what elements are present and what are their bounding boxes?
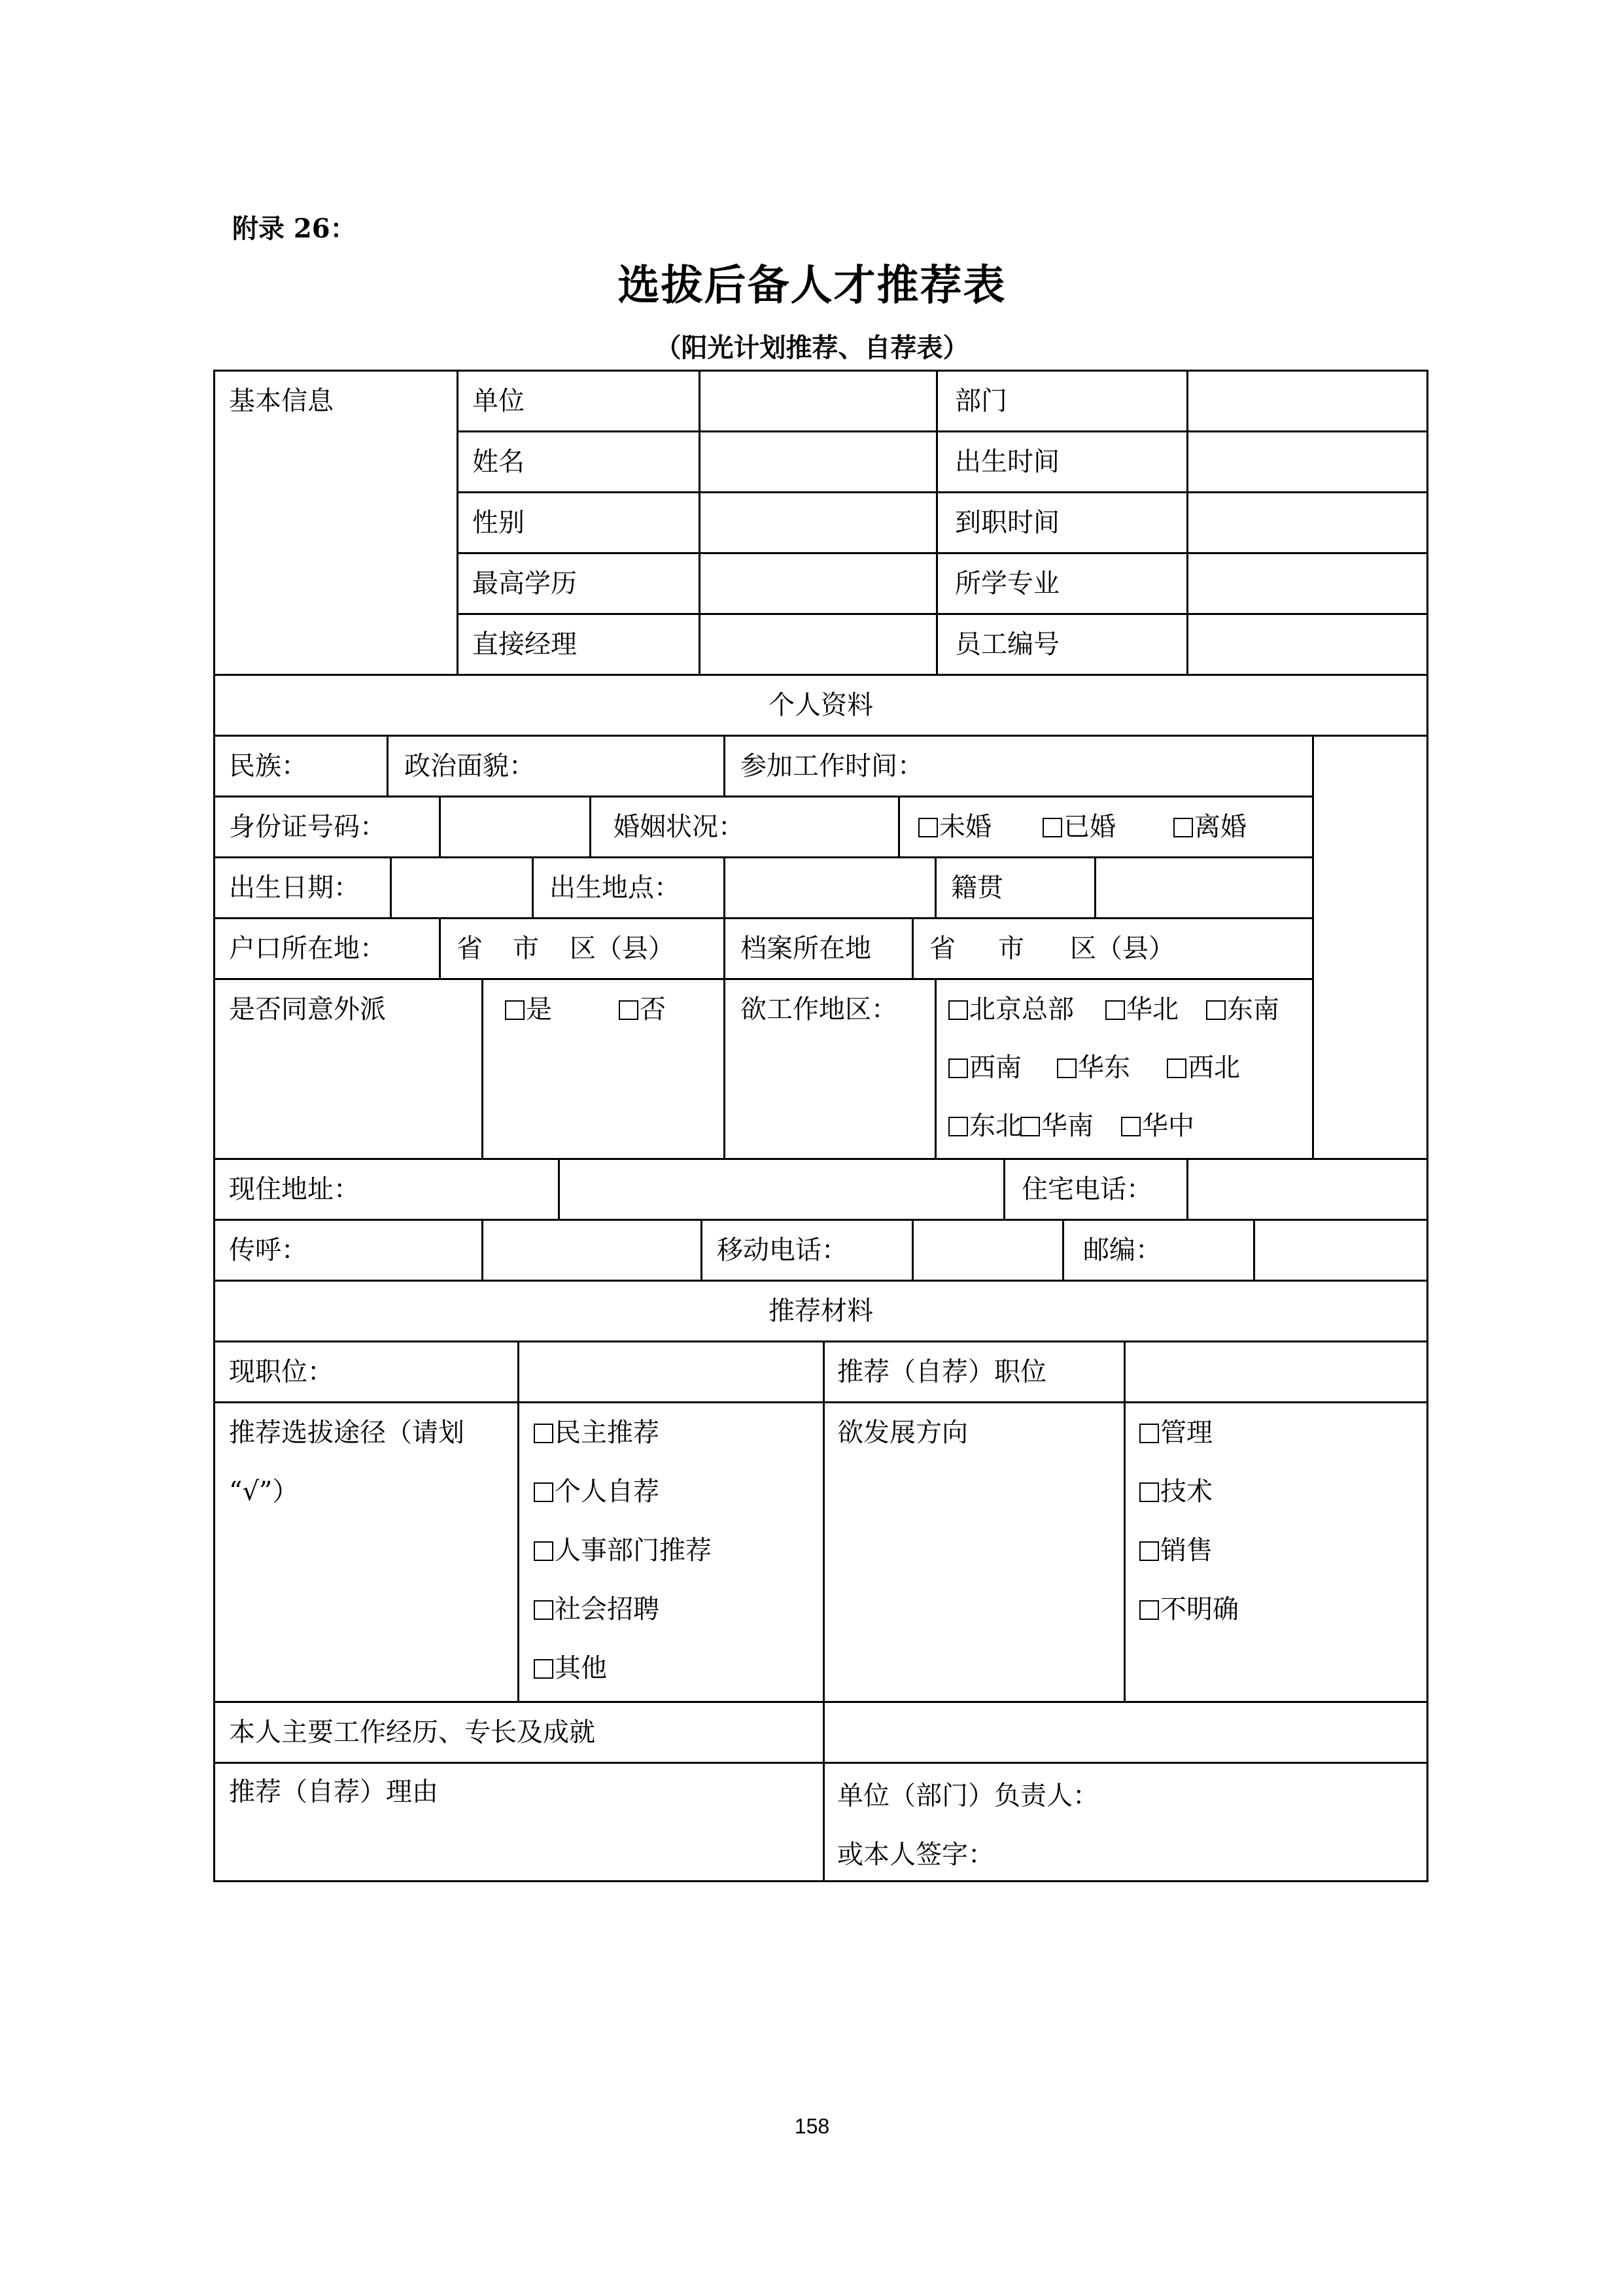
checkbox-icon[interactable] (534, 1659, 553, 1679)
experience-label: 本人主要工作经历、专长及成就 (229, 1717, 595, 1747)
reason-label: 推荐（自荐）理由 (229, 1777, 438, 1807)
option-label: 是 (526, 994, 552, 1025)
col-divider (935, 978, 937, 1158)
major-label: 所学专业 (955, 569, 1060, 599)
col-divider (439, 796, 441, 856)
education-label: 最高学历 (472, 569, 577, 599)
checkbox-icon[interactable] (1173, 818, 1193, 837)
region-option-dongbei[interactable] (948, 1110, 1022, 1142)
col-divider (1003, 1158, 1005, 1219)
personal-section-title: 个人资料 (769, 690, 873, 720)
option-label: 华中 (1142, 1111, 1194, 1141)
direction-option-management[interactable] (1139, 1417, 1213, 1448)
route-option-other[interactable] (534, 1653, 607, 1684)
col-divider (1312, 735, 1314, 1158)
region-option-beijing[interactable] (948, 994, 1074, 1025)
row-divider (213, 1762, 1428, 1764)
col-divider (589, 796, 591, 856)
dept-label: 部门 (955, 386, 1007, 416)
route-option-social[interactable] (534, 1594, 659, 1625)
manager-label: 直接经理 (472, 629, 577, 659)
col-divider (723, 917, 725, 978)
hukou-district: 区（县） (570, 934, 674, 964)
col-divider (481, 978, 483, 1158)
archive-district: 区（县） (1070, 934, 1175, 964)
col-divider (700, 1219, 702, 1280)
checkbox-icon[interactable] (1139, 1541, 1159, 1561)
checkbox-icon[interactable] (1139, 1600, 1159, 1620)
option-label: 东南 (1227, 994, 1279, 1025)
assign-option-yes[interactable] (505, 994, 552, 1025)
option-label: 社会招聘 (555, 1594, 659, 1624)
marital-option-married[interactable] (1043, 811, 1116, 843)
marital-option-divorced[interactable] (1173, 811, 1247, 843)
col-divider (898, 796, 900, 856)
checkbox-icon[interactable] (948, 1000, 968, 1020)
row-divider (213, 1280, 1428, 1282)
assign-option-no[interactable] (619, 994, 666, 1025)
row-divider (213, 796, 1312, 797)
checkbox-icon[interactable] (1043, 818, 1062, 837)
birthplace-label: 出生地点： (549, 873, 680, 903)
checkbox-icon[interactable] (1105, 1000, 1125, 1020)
checkbox-icon[interactable] (1121, 1117, 1141, 1136)
col-divider (1186, 370, 1188, 674)
checkbox-icon[interactable] (505, 1000, 525, 1020)
form-title: 选拔后备人才推荐表 (617, 261, 1007, 310)
region-option-huazhong[interactable] (1121, 1110, 1194, 1142)
col-divider (439, 917, 441, 978)
pager-label: 传呼： (229, 1235, 307, 1265)
recommendation-form (213, 370, 1428, 1882)
row-divider (457, 430, 1428, 432)
checkbox-icon[interactable] (534, 1541, 553, 1561)
mobile-label: 移动电话： (717, 1235, 848, 1265)
route-option-democratic[interactable] (534, 1417, 659, 1448)
option-label: 民主推荐 (555, 1418, 659, 1448)
political-label: 政治面貌： (404, 751, 535, 781)
hukou-province: 省 (457, 934, 483, 964)
page-number: 158 (794, 2114, 830, 2138)
gender-label: 性别 (472, 508, 525, 538)
employee-no-label: 员工编号 (955, 629, 1060, 659)
birth-time-label: 出生时间 (955, 447, 1060, 477)
option-label: 个人自荐 (555, 1477, 659, 1507)
row-divider (457, 491, 1428, 493)
hukou-city: 市 (513, 934, 539, 964)
postcode-label: 邮编： (1083, 1235, 1162, 1265)
row-divider (213, 1340, 1428, 1342)
route-option-self[interactable] (534, 1476, 659, 1507)
col-divider (1253, 1219, 1255, 1280)
archive-province: 省 (929, 934, 956, 964)
col-divider (935, 856, 937, 917)
target-position-label: 推荐（自荐）职位 (837, 1357, 1046, 1387)
signature-label-2: 或本人签字： (837, 1840, 994, 1870)
form-frame (213, 370, 1428, 1882)
home-phone-label: 住宅电话： (1022, 1174, 1152, 1204)
checkbox-icon[interactable] (948, 1059, 968, 1078)
direction-option-sales[interactable] (1139, 1535, 1213, 1566)
basic-info-section-label: 基本信息 (229, 386, 334, 416)
route-mark: “√”） (229, 1477, 299, 1507)
route-option-hr[interactable] (534, 1535, 712, 1566)
option-label: 华东 (1078, 1053, 1130, 1083)
option-label: 华北 (1126, 994, 1179, 1025)
marital-option-unmarried[interactable] (918, 811, 992, 843)
birth-date-label: 出生日期： (229, 873, 360, 903)
checkbox-icon[interactable] (1139, 1424, 1159, 1443)
hukou-label: 户口所在地： (229, 934, 386, 964)
col-divider (699, 370, 700, 674)
col-divider (723, 735, 725, 796)
option-label: 销售 (1160, 1535, 1213, 1566)
col-divider (723, 978, 725, 1158)
row-divider (213, 1219, 1428, 1221)
col-divider (936, 370, 938, 674)
checkbox-icon[interactable] (1139, 1482, 1159, 1502)
region-option-huanan[interactable] (1020, 1110, 1094, 1142)
option-label: 离婚 (1194, 812, 1247, 842)
assign-label: 是否同意外派 (229, 994, 386, 1025)
id-number-label: 身份证号码： (229, 812, 386, 842)
option-label: 华南 (1041, 1111, 1094, 1141)
region-option-xibei[interactable] (1167, 1052, 1240, 1083)
checkbox-icon[interactable] (1020, 1117, 1040, 1136)
archive-label: 档案所在地 (740, 934, 871, 964)
col-divider (823, 1340, 825, 1882)
row-divider (457, 613, 1428, 615)
col-divider (387, 735, 389, 796)
recommend-section-title: 推荐材料 (769, 1296, 873, 1326)
option-label: 技术 (1160, 1477, 1213, 1507)
checkbox-icon[interactable] (948, 1117, 968, 1136)
row-divider (457, 552, 1428, 554)
current-position-label: 现职位： (229, 1357, 334, 1387)
col-divider (457, 370, 458, 674)
col-divider (532, 856, 534, 917)
col-divider (912, 917, 914, 978)
unit-label: 单位 (472, 386, 525, 416)
checkbox-icon[interactable] (534, 1600, 553, 1620)
checkbox-icon[interactable] (1167, 1059, 1186, 1078)
checkbox-icon[interactable] (534, 1482, 553, 1502)
row-divider (213, 735, 1428, 737)
checkbox-icon[interactable] (1057, 1059, 1077, 1078)
col-divider (517, 1340, 519, 1701)
archive-city: 市 (998, 934, 1024, 964)
option-label: 人事部门推荐 (555, 1535, 712, 1566)
option-label: 西北 (1188, 1053, 1240, 1083)
region-option-huabei[interactable] (1105, 994, 1179, 1025)
region-option-huadong[interactable] (1057, 1052, 1130, 1083)
option-label: 其他 (555, 1653, 607, 1683)
name-label: 姓名 (472, 447, 525, 477)
option-label: 否 (640, 994, 666, 1025)
option-label: 管理 (1160, 1418, 1213, 1448)
signature-label-1: 单位（部门）负责人： (837, 1781, 1099, 1811)
checkbox-icon[interactable] (918, 818, 938, 837)
address-label: 现住地址： (229, 1174, 360, 1204)
row-divider (213, 674, 1428, 676)
option-label: 北京总部 (969, 994, 1074, 1025)
form-subtitle: （阳光计划推荐、自荐表） (655, 332, 969, 363)
col-divider (723, 856, 725, 917)
col-divider (390, 856, 392, 917)
region-option-xinan[interactable] (948, 1052, 1022, 1083)
option-label: 西南 (969, 1053, 1022, 1083)
native-place-label: 籍贯 (951, 873, 1003, 903)
row-divider (213, 1158, 1428, 1160)
region-option-dongnan[interactable] (1206, 994, 1279, 1025)
checkbox-icon[interactable] (619, 1000, 638, 1020)
option-label: 东北 (969, 1111, 1022, 1141)
row-divider (213, 1701, 1428, 1703)
direction-option-technical[interactable] (1139, 1476, 1213, 1507)
col-divider (1186, 1158, 1188, 1219)
marital-label: 婚姻状况： (613, 812, 744, 842)
col-divider (558, 1158, 560, 1219)
row-divider (213, 917, 1312, 919)
direction-option-unclear[interactable] (1139, 1594, 1239, 1625)
col-divider (481, 1219, 483, 1280)
option-label: 未婚 (939, 812, 992, 842)
row-divider (213, 856, 1312, 858)
option-label: 已婚 (1063, 812, 1116, 842)
col-divider (1124, 1340, 1126, 1701)
col-divider (1062, 1219, 1064, 1280)
row-divider (213, 1401, 1428, 1403)
region-label: 欲工作地区： (740, 994, 897, 1025)
work-start-label: 参加工作时间： (740, 751, 924, 781)
checkbox-icon[interactable] (1206, 1000, 1226, 1020)
col-divider (1094, 856, 1096, 917)
join-time-label: 到职时间 (955, 508, 1060, 538)
row-divider (213, 978, 1312, 980)
appendix-label: 附录 26： (232, 213, 356, 244)
route-label: 推荐选拔途径（请划 (229, 1418, 464, 1448)
col-divider (912, 1219, 914, 1280)
ethnicity-label: 民族： (229, 751, 307, 781)
checkbox-icon[interactable] (534, 1424, 553, 1443)
direction-label: 欲发展方向 (837, 1418, 968, 1448)
option-label: 不明确 (1160, 1594, 1239, 1624)
